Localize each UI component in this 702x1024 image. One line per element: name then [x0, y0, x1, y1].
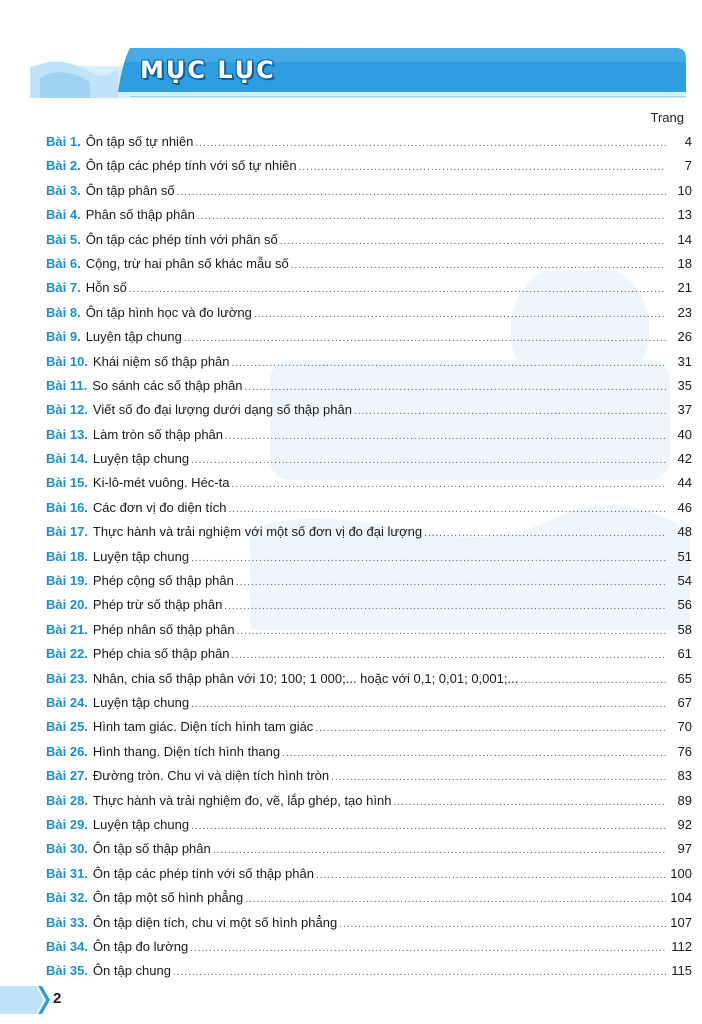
- toc-entry-page: 14: [677, 231, 692, 247]
- toc-entry-title: Ôn tập chung: [92, 963, 171, 979]
- toc-entry-number: Bài 27.: [46, 768, 88, 784]
- toc-entry-page: 23: [677, 304, 692, 320]
- toc-entry[interactable]: [46, 182, 692, 206]
- toc-entry-title: So sánh các số thập phân: [92, 377, 243, 393]
- toc-entry-page: 54: [677, 573, 692, 589]
- toc-dot-leader: [224, 598, 666, 615]
- toc-entry[interactable]: [46, 718, 692, 742]
- toc-entry-title: Các đơn vị đo diện tích: [92, 499, 227, 515]
- toc-entry-title: Ôn tập các phép tính với phân số: [85, 231, 278, 247]
- toc-entry-title: Ôn tập đo lường: [92, 938, 189, 954]
- toc-entry-title: Nhân, chia số thập phân với 10; 100; 1 000;... hoặc với 0,1; 0,01; 0,001;...: [92, 670, 519, 686]
- toc-dot-leader: [191, 550, 666, 567]
- toc-entry[interactable]: [46, 206, 692, 230]
- banner-shape: [30, 38, 686, 108]
- toc-entry-number: Bài 23.: [46, 670, 88, 686]
- toc-entry-number: Bài 20.: [46, 597, 88, 613]
- toc-entry-number: Bài 29.: [46, 816, 88, 832]
- toc-entry-number: Bài 5.: [46, 231, 81, 247]
- toc-entry[interactable]: [46, 523, 692, 547]
- toc-entry-title: Ôn tập số thập phân: [92, 841, 211, 857]
- toc-dot-leader: [254, 306, 666, 323]
- toc-entry[interactable]: [46, 450, 692, 474]
- toc-entry[interactable]: [46, 670, 692, 694]
- header-banner: [30, 38, 686, 108]
- toc-entry-title: Ôn tập số tự nhiên: [85, 134, 194, 149]
- toc-entry[interactable]: [46, 914, 692, 938]
- toc-entry-number: Bài 15.: [46, 475, 88, 491]
- toc-entry[interactable]: [46, 255, 692, 279]
- toc-entry-page: 92: [677, 816, 692, 832]
- toc-entry-page: 21: [677, 280, 692, 296]
- toc-entry[interactable]: [46, 767, 692, 791]
- toc-entry-number: Bài 7.: [46, 280, 81, 296]
- toc-entry-page: 76: [677, 743, 692, 759]
- toc-entry-number: Bài 28.: [46, 792, 88, 808]
- toc-dot-leader: [228, 501, 666, 518]
- toc-dot-leader: [291, 257, 666, 274]
- toc-entry[interactable]: [46, 353, 692, 377]
- toc-dot-leader: [191, 452, 666, 469]
- toc-entry[interactable]: [46, 499, 692, 523]
- toc-dot-leader: [231, 476, 666, 493]
- toc-entry-page: 104: [670, 890, 692, 906]
- toc-list: [46, 133, 692, 987]
- toc-dot-leader: [197, 208, 666, 225]
- toc-dot-leader: [315, 720, 666, 737]
- toc-dot-leader: [354, 403, 666, 420]
- toc-entry-number: Bài 18.: [46, 548, 88, 564]
- toc-entry-page: 67: [677, 694, 692, 710]
- toc-entry-page: 97: [677, 841, 692, 857]
- toc-dot-leader: [232, 647, 666, 664]
- toc-entry-title: Luyện tập chung: [92, 816, 190, 832]
- toc-dot-leader: [225, 428, 666, 445]
- toc-entry-number: Bài 17.: [46, 524, 88, 540]
- toc-entry-page: 112: [671, 938, 692, 954]
- toc-entry-page: 13: [677, 207, 692, 223]
- toc-entry-title: Hình tam giác. Diện tích hình tam giác: [92, 719, 314, 735]
- toc-dot-leader: [173, 964, 666, 981]
- toc-entry-page: 7: [684, 158, 692, 174]
- toc-dot-leader: [237, 623, 666, 640]
- toc-entry-number: Bài 1.: [46, 134, 81, 149]
- toc-entry-page: 37: [677, 402, 692, 418]
- toc-entry-number: Bài 9.: [46, 329, 81, 345]
- toc-entry[interactable]: [46, 645, 692, 669]
- toc-entry[interactable]: [46, 548, 692, 572]
- toc-entry-page: 89: [677, 792, 692, 808]
- toc-entry-title: Ôn tập các phép tính với số thập phân: [92, 865, 314, 881]
- toc-entry[interactable]: [46, 572, 692, 596]
- toc-entry[interactable]: [46, 792, 692, 816]
- toc-entry-page: 65: [677, 670, 692, 686]
- toc-entry-title: Khái niệm số thập phân: [92, 353, 230, 369]
- toc-entry[interactable]: [46, 596, 692, 620]
- toc-entry[interactable]: [46, 279, 692, 303]
- toc-entry-page: 31: [677, 353, 692, 369]
- toc-entry-title: Hỗn số: [85, 280, 127, 296]
- toc-entry-title: Làm tròn số thập phân: [92, 426, 224, 442]
- toc-entry-title: Viết số đo đại lượng dưới dạng số thập phân: [92, 402, 352, 418]
- toc-entry[interactable]: [46, 743, 692, 767]
- toc-entry-title: Phân số thập phân: [85, 207, 195, 223]
- toc-entry-number: Bài 2.: [46, 158, 81, 174]
- toc-entry-title: Thực hành và trải nghiệm đo, vẽ, lắp ghép, tạo hình: [92, 792, 392, 808]
- page-number: 2: [53, 990, 62, 1007]
- toc-entry-page: 58: [677, 621, 692, 637]
- page-column-label: Trang: [650, 110, 684, 125]
- toc-dot-leader: [316, 867, 666, 884]
- toc-entry-page: 40: [677, 426, 692, 442]
- toc-dot-leader: [213, 842, 666, 859]
- toc-entry-page: 10: [677, 182, 692, 198]
- toc-entry-number: Bài 24.: [46, 694, 88, 710]
- toc-entry-title: Ôn tập các phép tính với số tự nhiên: [85, 158, 297, 174]
- toc-entry-page: 26: [677, 329, 692, 345]
- toc-entry-number: Bài 35.: [46, 963, 88, 979]
- toc-entry[interactable]: [46, 889, 692, 913]
- toc-entry-page: 107: [670, 914, 692, 930]
- toc-entry-number: Bài 3.: [46, 182, 81, 198]
- page-title: MỤC LỤC: [140, 56, 276, 84]
- toc-entry[interactable]: [46, 328, 692, 352]
- toc-entry[interactable]: [46, 840, 692, 864]
- toc-entry-page: 18: [677, 255, 692, 271]
- toc-dot-leader: [280, 233, 666, 250]
- toc-entry-number: Bài 31.: [46, 865, 88, 881]
- toc-entry-title: Ôn tập diện tích, chu vi một số hình phẳng: [92, 914, 338, 930]
- toc-entry-title: Phép trừ số thập phân: [92, 597, 223, 613]
- toc-entry[interactable]: [46, 157, 692, 181]
- toc-entry-page: 83: [677, 768, 692, 784]
- toc-entry-page: 42: [677, 451, 692, 467]
- toc-dot-leader: [190, 940, 666, 957]
- toc-dot-leader: [245, 379, 666, 396]
- toc-entry-number: Bài 32.: [46, 890, 88, 906]
- toc-entry[interactable]: [46, 865, 692, 889]
- toc-entry[interactable]: [46, 694, 692, 718]
- toc-entry[interactable]: [46, 621, 692, 645]
- toc-dot-leader: [191, 696, 666, 713]
- toc-entry[interactable]: [46, 962, 692, 986]
- toc-entry-title: Ki-lô-mét vuông. Héc-ta: [92, 475, 230, 491]
- toc-entry-number: Bài 10.: [46, 353, 88, 369]
- toc-dot-leader: [184, 330, 666, 347]
- toc-entry[interactable]: [46, 938, 692, 962]
- toc-entry-title: Luyện tập chung: [92, 694, 190, 710]
- toc-entry-title: Ôn tập phân số: [85, 182, 175, 198]
- toc-entry-number: Bài 13.: [46, 426, 88, 442]
- toc-dot-leader: [393, 794, 666, 811]
- toc-entry-page: 4: [684, 134, 692, 149]
- toc-dot-leader: [299, 159, 666, 176]
- toc-dot-leader: [339, 916, 666, 933]
- toc-entry[interactable]: [46, 816, 692, 840]
- toc-dot-leader: [282, 745, 666, 762]
- footer-page-tab: [0, 982, 80, 1018]
- toc-entry-number: Bài 33.: [46, 914, 88, 930]
- toc-entry-title: Đường tròn. Chu vi và diện tích hình tròn: [92, 768, 330, 784]
- toc-entry-page: 35: [677, 377, 692, 393]
- toc-entry-title: Thực hành và trải nghiệm với một số đơn vị đo đại lượng: [92, 524, 423, 540]
- toc-entry-number: Bài 30.: [46, 841, 88, 857]
- toc-entry-number: Bài 6.: [46, 255, 81, 271]
- toc-entry[interactable]: [46, 304, 692, 328]
- toc-entry-title: Luyện tập chung: [92, 548, 190, 564]
- toc-entry-number: Bài 19.: [46, 573, 88, 589]
- toc-entry-title: Phép nhân số thập phân: [92, 621, 235, 637]
- toc-entry-number: Bài 12.: [46, 402, 88, 418]
- toc-entry-title: Ôn tập hình học và đo lường: [85, 304, 252, 320]
- toc-dot-leader: [195, 135, 666, 152]
- toc-dot-leader: [232, 355, 666, 372]
- toc-entry-number: Bài 25.: [46, 719, 88, 735]
- toc-dot-leader: [236, 574, 666, 591]
- toc-entry[interactable]: [46, 426, 692, 450]
- toc-entry-page: 46: [677, 499, 692, 515]
- toc-entry-page: 100: [670, 865, 692, 881]
- toc-entry-number: Bài 4.: [46, 207, 81, 223]
- toc-entry-page: 115: [671, 963, 692, 979]
- toc-entry[interactable]: [46, 133, 692, 157]
- toc-dot-leader: [129, 281, 666, 298]
- toc-entry-title: Luyện tập chung: [92, 451, 190, 467]
- toc-entry-title: Hình thang. Diện tích hình thang: [92, 743, 281, 759]
- toc-entry-number: Bài 26.: [46, 743, 88, 759]
- toc-dot-leader: [520, 672, 666, 689]
- toc-entry[interactable]: [46, 377, 692, 401]
- toc-dot-leader: [424, 525, 666, 542]
- toc-entry-number: Bài 8.: [46, 304, 81, 320]
- toc-entry-page: 51: [677, 548, 692, 564]
- toc-dot-leader: [331, 769, 666, 786]
- toc-entry[interactable]: [46, 231, 692, 255]
- toc-dot-leader: [191, 818, 666, 835]
- toc-entry-number: Bài 34.: [46, 938, 88, 954]
- toc-entry-page: 61: [677, 646, 692, 662]
- toc-entry[interactable]: [46, 401, 692, 425]
- toc-entry-page: 48: [677, 524, 692, 540]
- toc-entry-number: Bài 21.: [46, 621, 88, 637]
- toc-entry-title: Phép chia số thập phân: [92, 646, 230, 662]
- toc-entry-number: Bài 22.: [46, 646, 88, 662]
- toc-entry-number: Bài 11.: [46, 377, 88, 393]
- toc-entry-number: Bài 14.: [46, 451, 88, 467]
- toc-entry-page: 70: [677, 719, 692, 735]
- toc-entry-title: Luyện tập chung: [85, 329, 182, 345]
- toc-entry-number: Bài 16.: [46, 499, 88, 515]
- toc-dot-leader: [245, 891, 666, 908]
- toc-entry-page: 44: [677, 475, 692, 491]
- toc-entry-title: Cộng, trừ hai phân số khác mẫu số: [85, 255, 289, 271]
- toc-entry-title: Ôn tập một số hình phẳng: [92, 890, 244, 906]
- toc-dot-leader: [177, 184, 666, 201]
- toc-entry-page: 56: [677, 597, 692, 613]
- toc-entry[interactable]: [46, 474, 692, 498]
- toc-entry-title: Phép cộng số thập phân: [92, 573, 234, 589]
